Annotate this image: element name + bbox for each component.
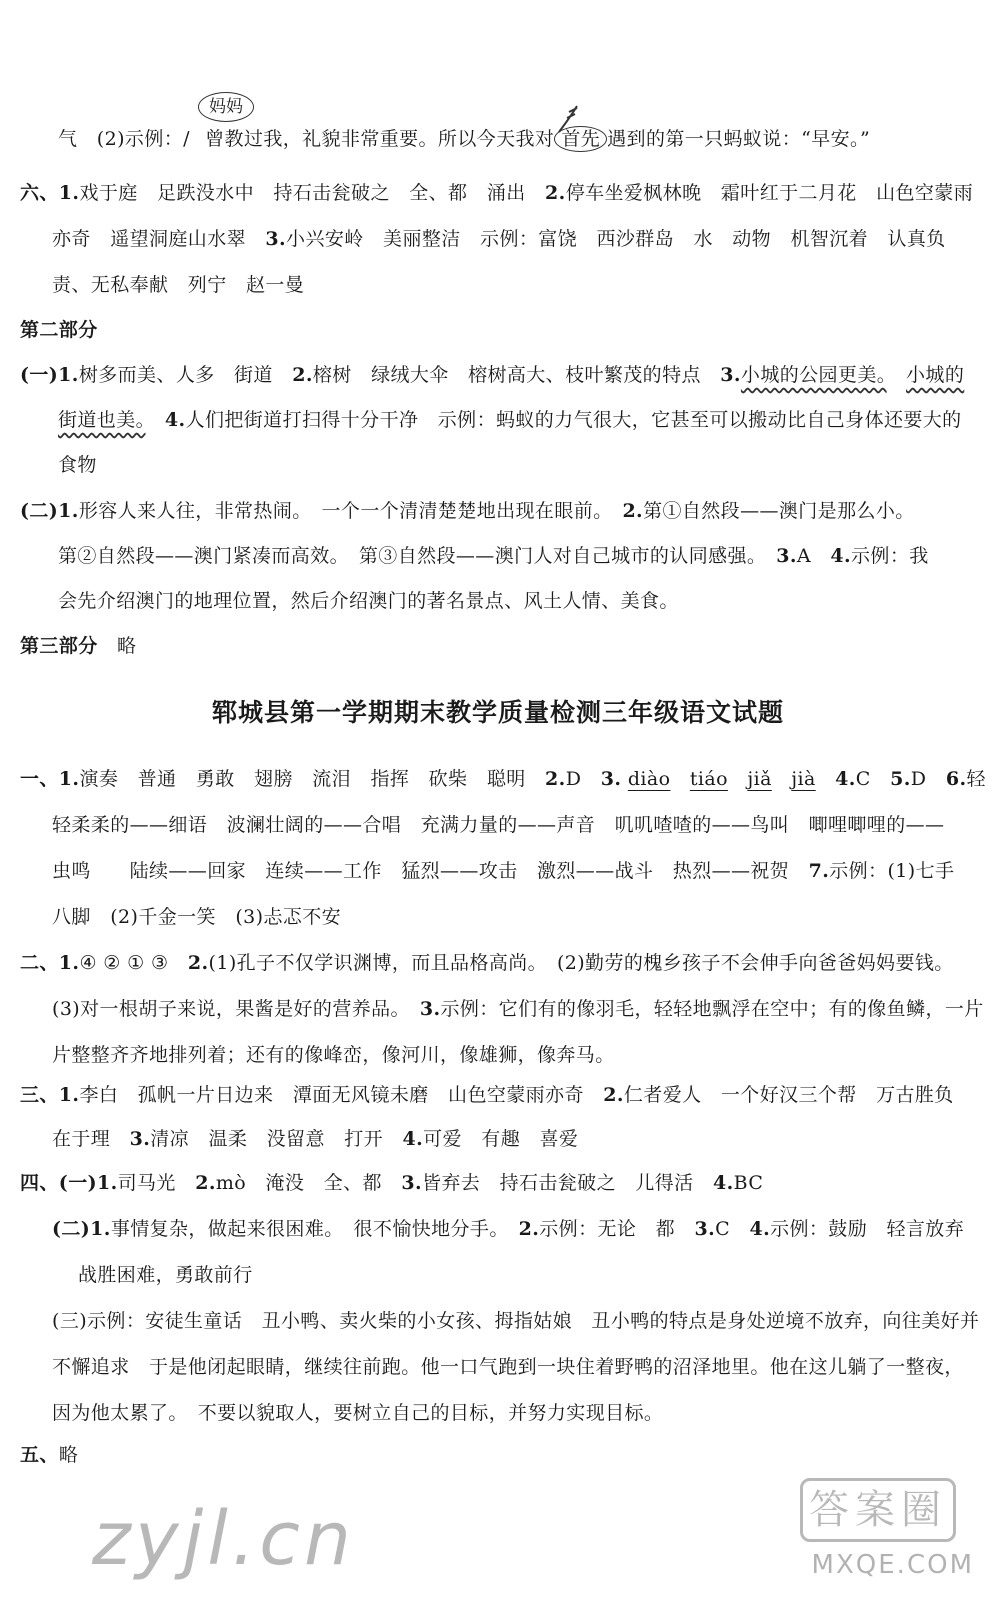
sec3-line-2: 在于理 3.清凉 温柔 没留意 打开 4.可爱 有趣 喜爱 (52, 1128, 579, 1150)
watermark-logo: 答案圈 (800, 1478, 956, 1542)
sec1-line-4: 八脚 (2)千金一笑 (3)忐忑不安 (52, 906, 342, 928)
sec1-line-1: 一、1.演奏 普通 勇敢 翅膀 流泪 指挥 砍柴 聪明 2.D 3. diào tiáo jiǎ jià 4.C 5.D 6.轻 (20, 768, 986, 790)
part2-s1-line-2: 街道也美。 4.人们把街道打扫得十分干净 示例：蚂蚁的力气很大，它甚至可以搬动比自己身体还要大的 (58, 409, 962, 431)
part2-s1-line-3: 食物 (58, 454, 97, 476)
sec4-s3-line-1: (三)示例：安徒生童话 丑小鸭、卖火柴的小女孩、拇指姑娘 丑小鸭的特点是身处逆境不放弃，向往美好并 (52, 1310, 980, 1332)
six-line-1: 六、1.戏于庭 足跌没水中 持石击瓮破之 全、都 涌出 2.停车坐爱枫林晚 霜叶红于二月花 山色空蒙雨 (20, 182, 974, 204)
sec1-line-3: 虫鸣 陆续——回家 连续——工作 猛烈——攻击 激烈——战斗 热烈——祝贺 7.示例：(1)七手 (52, 860, 955, 882)
sec4-s3-line-3: 因为他太累了。 不要以貌取人，要树立自己的目标，并努力实现目标。 (52, 1402, 664, 1424)
sec4-s2-line-2: 战胜困难，勇敢前行 (78, 1264, 253, 1286)
circled-word: 首先 (554, 126, 607, 152)
six-line-3: 责、无私奉献 列宁 赵一曼 (52, 274, 305, 296)
sec2-line-3: 片整整齐齐地排列着；还有的像峰峦，像河川，像雄狮，像奔马。 (52, 1044, 615, 1066)
part2-s2-line-2: 第②自然段——澳门紧凑而高效。 第③自然段——澳门人对自己城市的认同感强。 3.A 4.示例：我 (58, 545, 929, 567)
watermark-zyjl: zyjl.cn (92, 1496, 355, 1582)
watermark-site: MXQE.COM (811, 1550, 974, 1580)
part2-s2-line-1: (二)1.形容人来人往，非常热闹。 一个一个清清楚楚地出现在眼前。 2.第①自然段——澳门是那么小。 (20, 500, 915, 522)
part3-line: 第三部分 略 (20, 635, 137, 657)
annotation-bubble: 妈妈 (198, 92, 254, 122)
part2-s2-line-3: 会先介绍澳门的地理位置，然后介绍澳门的著名景点、风土人情、美食。 (58, 590, 679, 612)
sec4-line-1: 四、(一)1.司马光 2.mò 淹没 全、都 3.皆弃去 持石击瓮破之 儿得活 4.BC (20, 1172, 764, 1194)
sec2-line-1: 二、1.④ ② ① ③ 2.(1)孔子不仅学识渊博，而且品格高尚。 (2)勤劳的槐乡孩子不会伸手向爸爸妈妈要钱。 (20, 952, 954, 974)
sec4-s3-line-2: 不懈追求 于是他闭起眼睛，继续往前跑。他一口气跑到一块住着野鸭的沼泽地里。他在这儿躺了一整夜， (52, 1356, 964, 1378)
sec4-s2-line-1: (二)1.事情复杂，做起来很困难。 很不愉快地分手。 2.示例：无论 都 3.C 4.示例：鼓励 轻言放弃 (52, 1218, 965, 1240)
sec2-line-2: (3)对一根胡子来说，果酱是好的营养品。 3.示例：它们有的像羽毛，轻轻地飘浮在空中；有的像鱼鳞，一片 (52, 998, 984, 1020)
exam-title: 郓城县第一学期期末教学质量检测三年级语文试题 (211, 698, 784, 727)
top-answer-line: 气 (2)示例：∕ 曾教过我，礼貌非常重要。所以今天我对 首先 遇到的第一只蚂蚁说：“早安。” (58, 128, 871, 150)
part2-heading: 第二部分 (20, 319, 98, 341)
sec3-line-1: 三、1.李白 孤帆一片日边来 潭面无风镜未磨 山色空蒙雨亦奇 2.仁者爱人 一个好汉三个帮 万古胜负 (20, 1084, 954, 1106)
sec5-line: 五、略 (20, 1444, 79, 1466)
part2-s1-line-1: (一)1.树多而美、人多 街道 2.榕树 绿绒大伞 榕树高大、枝叶繁茂的特点 3.小城的公园更美。 小城的 (20, 364, 965, 386)
six-line-2: 亦奇 遥望洞庭山水翠 3.小兴安岭 美丽整洁 示例：富饶 西沙群岛 水 动物 机智沉着 认真负 (52, 228, 946, 250)
sec1-line-2: 轻柔柔的——细语 波澜壮阔的——合唱 充满力量的——声音 叽叽喳喳的——鸟叫 唧哩唧哩的—— (52, 814, 945, 836)
